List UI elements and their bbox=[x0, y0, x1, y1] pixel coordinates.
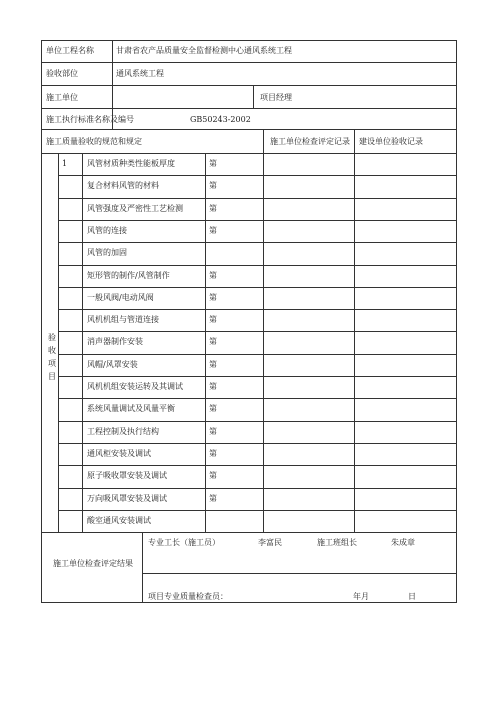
date-day: 日 bbox=[408, 592, 416, 601]
grid-line bbox=[205, 153, 206, 532]
item-name: 风管强度及严密性工艺检测 bbox=[87, 203, 183, 213]
item-mark: 第 bbox=[209, 404, 217, 414]
grid-line bbox=[58, 398, 456, 399]
item-mark: 第 bbox=[209, 292, 217, 302]
item-name: 风管的加固 bbox=[87, 248, 127, 258]
item-mark: 第 bbox=[209, 493, 217, 503]
grid-line bbox=[58, 175, 456, 176]
team-leader-label: 施工班组长 bbox=[317, 538, 357, 547]
grid-line bbox=[263, 129, 264, 532]
item-name: 通风柜安装及调试 bbox=[87, 448, 151, 458]
project-name-label: 单位工程名称 bbox=[46, 46, 94, 55]
grid-line bbox=[42, 62, 456, 63]
item-name: 系统风量调试及风量平衡 bbox=[87, 404, 175, 414]
quality-inspector-label: 项目专业质量检查员： bbox=[148, 592, 228, 601]
grid-line bbox=[142, 532, 143, 603]
spec-column-header: 施工质量验收的规范和规定 bbox=[46, 137, 142, 146]
item-name: 风机机组安装运转及其调试 bbox=[87, 382, 183, 391]
grid-line bbox=[58, 309, 456, 310]
grid-line bbox=[42, 153, 456, 154]
grid-line bbox=[42, 85, 456, 86]
item-name: 酸室通风安装调试 bbox=[87, 515, 151, 525]
date-year-month: 年月 bbox=[353, 592, 369, 601]
item-name: 万向吸风罩安装及调试 bbox=[87, 493, 167, 503]
grid-line bbox=[58, 465, 456, 466]
project-name-value: 甘肃省农产品质量安全监督检测中心通风系统工程 bbox=[116, 46, 292, 55]
grid-line bbox=[58, 376, 456, 377]
team-leader-name: 朱成章 bbox=[391, 538, 415, 547]
item-name: 一般风阀/电动风阀 bbox=[87, 292, 154, 302]
item-mark: 第 bbox=[209, 337, 217, 347]
item-name: 风管的连接 bbox=[87, 225, 127, 235]
construction-unit-label: 施工单位 bbox=[46, 93, 78, 102]
grid-line bbox=[58, 287, 456, 288]
item-mark: 第 bbox=[209, 382, 217, 391]
item-name: 工程控制及执行结构 bbox=[87, 426, 159, 436]
item-mark: 第 bbox=[209, 181, 217, 191]
grid-line bbox=[42, 129, 456, 130]
inspection-form bbox=[41, 40, 457, 603]
standard-label: 施工执行标准名称及编号 bbox=[46, 115, 134, 124]
grid-line bbox=[58, 242, 456, 243]
item-mark: 第 bbox=[209, 448, 217, 458]
grid-line bbox=[253, 85, 254, 108]
item-name: 矩形管的制作/风管制作 bbox=[87, 270, 170, 280]
item-name: 风管材质种类性能板厚度 bbox=[87, 159, 175, 168]
grid-line bbox=[354, 129, 355, 532]
grid-line bbox=[58, 153, 59, 532]
acceptance-group-label: 验收项目 bbox=[48, 333, 56, 381]
item-name: 风机机组与管道连接 bbox=[87, 315, 159, 325]
item-number: 1 bbox=[62, 159, 68, 168]
grid-line bbox=[58, 265, 456, 266]
item-name: 消声器制作安装 bbox=[87, 337, 143, 347]
grid-line bbox=[58, 421, 456, 422]
grid-line bbox=[82, 153, 83, 532]
owner-check-column-header: 建设单位验收记录 bbox=[359, 137, 423, 146]
grid-line bbox=[58, 220, 456, 221]
inspection-part-label: 验收部位 bbox=[46, 69, 78, 78]
foreman-name: 李富民 bbox=[258, 538, 282, 547]
project-manager-label: 项目经理 bbox=[260, 93, 292, 102]
grid-line bbox=[58, 488, 456, 489]
foreman-label: 专业工长（施工员） bbox=[148, 538, 220, 547]
grid-line bbox=[58, 198, 456, 199]
grid-line bbox=[112, 41, 113, 129]
item-mark: 第 bbox=[209, 203, 217, 213]
item-mark: 第 bbox=[209, 426, 217, 436]
self-check-column-header: 施工单位检查评定记录 bbox=[270, 137, 350, 146]
item-mark: 第 bbox=[209, 315, 217, 325]
check-result-label: 施工单位检查评定结果 bbox=[53, 559, 133, 568]
item-mark: 第 bbox=[209, 471, 217, 481]
item-mark: 第 bbox=[209, 359, 217, 369]
item-mark: 第 bbox=[209, 159, 217, 168]
grid-line bbox=[58, 331, 456, 332]
item-mark: 第 bbox=[209, 225, 217, 235]
item-mark: 第 bbox=[209, 270, 217, 280]
item-name: 风帽/风罩安装 bbox=[87, 359, 138, 369]
grid-line bbox=[58, 510, 456, 511]
item-name: 复合材料风管的材料 bbox=[87, 181, 159, 191]
standard-value: GB50243-2002 bbox=[190, 115, 251, 124]
inspection-part-value: 通风系统工程 bbox=[116, 69, 164, 78]
grid-line bbox=[42, 108, 456, 109]
grid-line bbox=[58, 443, 456, 444]
grid-line bbox=[58, 354, 456, 355]
item-name: 原子吸收罩安装及调试 bbox=[87, 471, 167, 481]
grid-line bbox=[42, 532, 456, 533]
grid-line bbox=[142, 573, 456, 574]
